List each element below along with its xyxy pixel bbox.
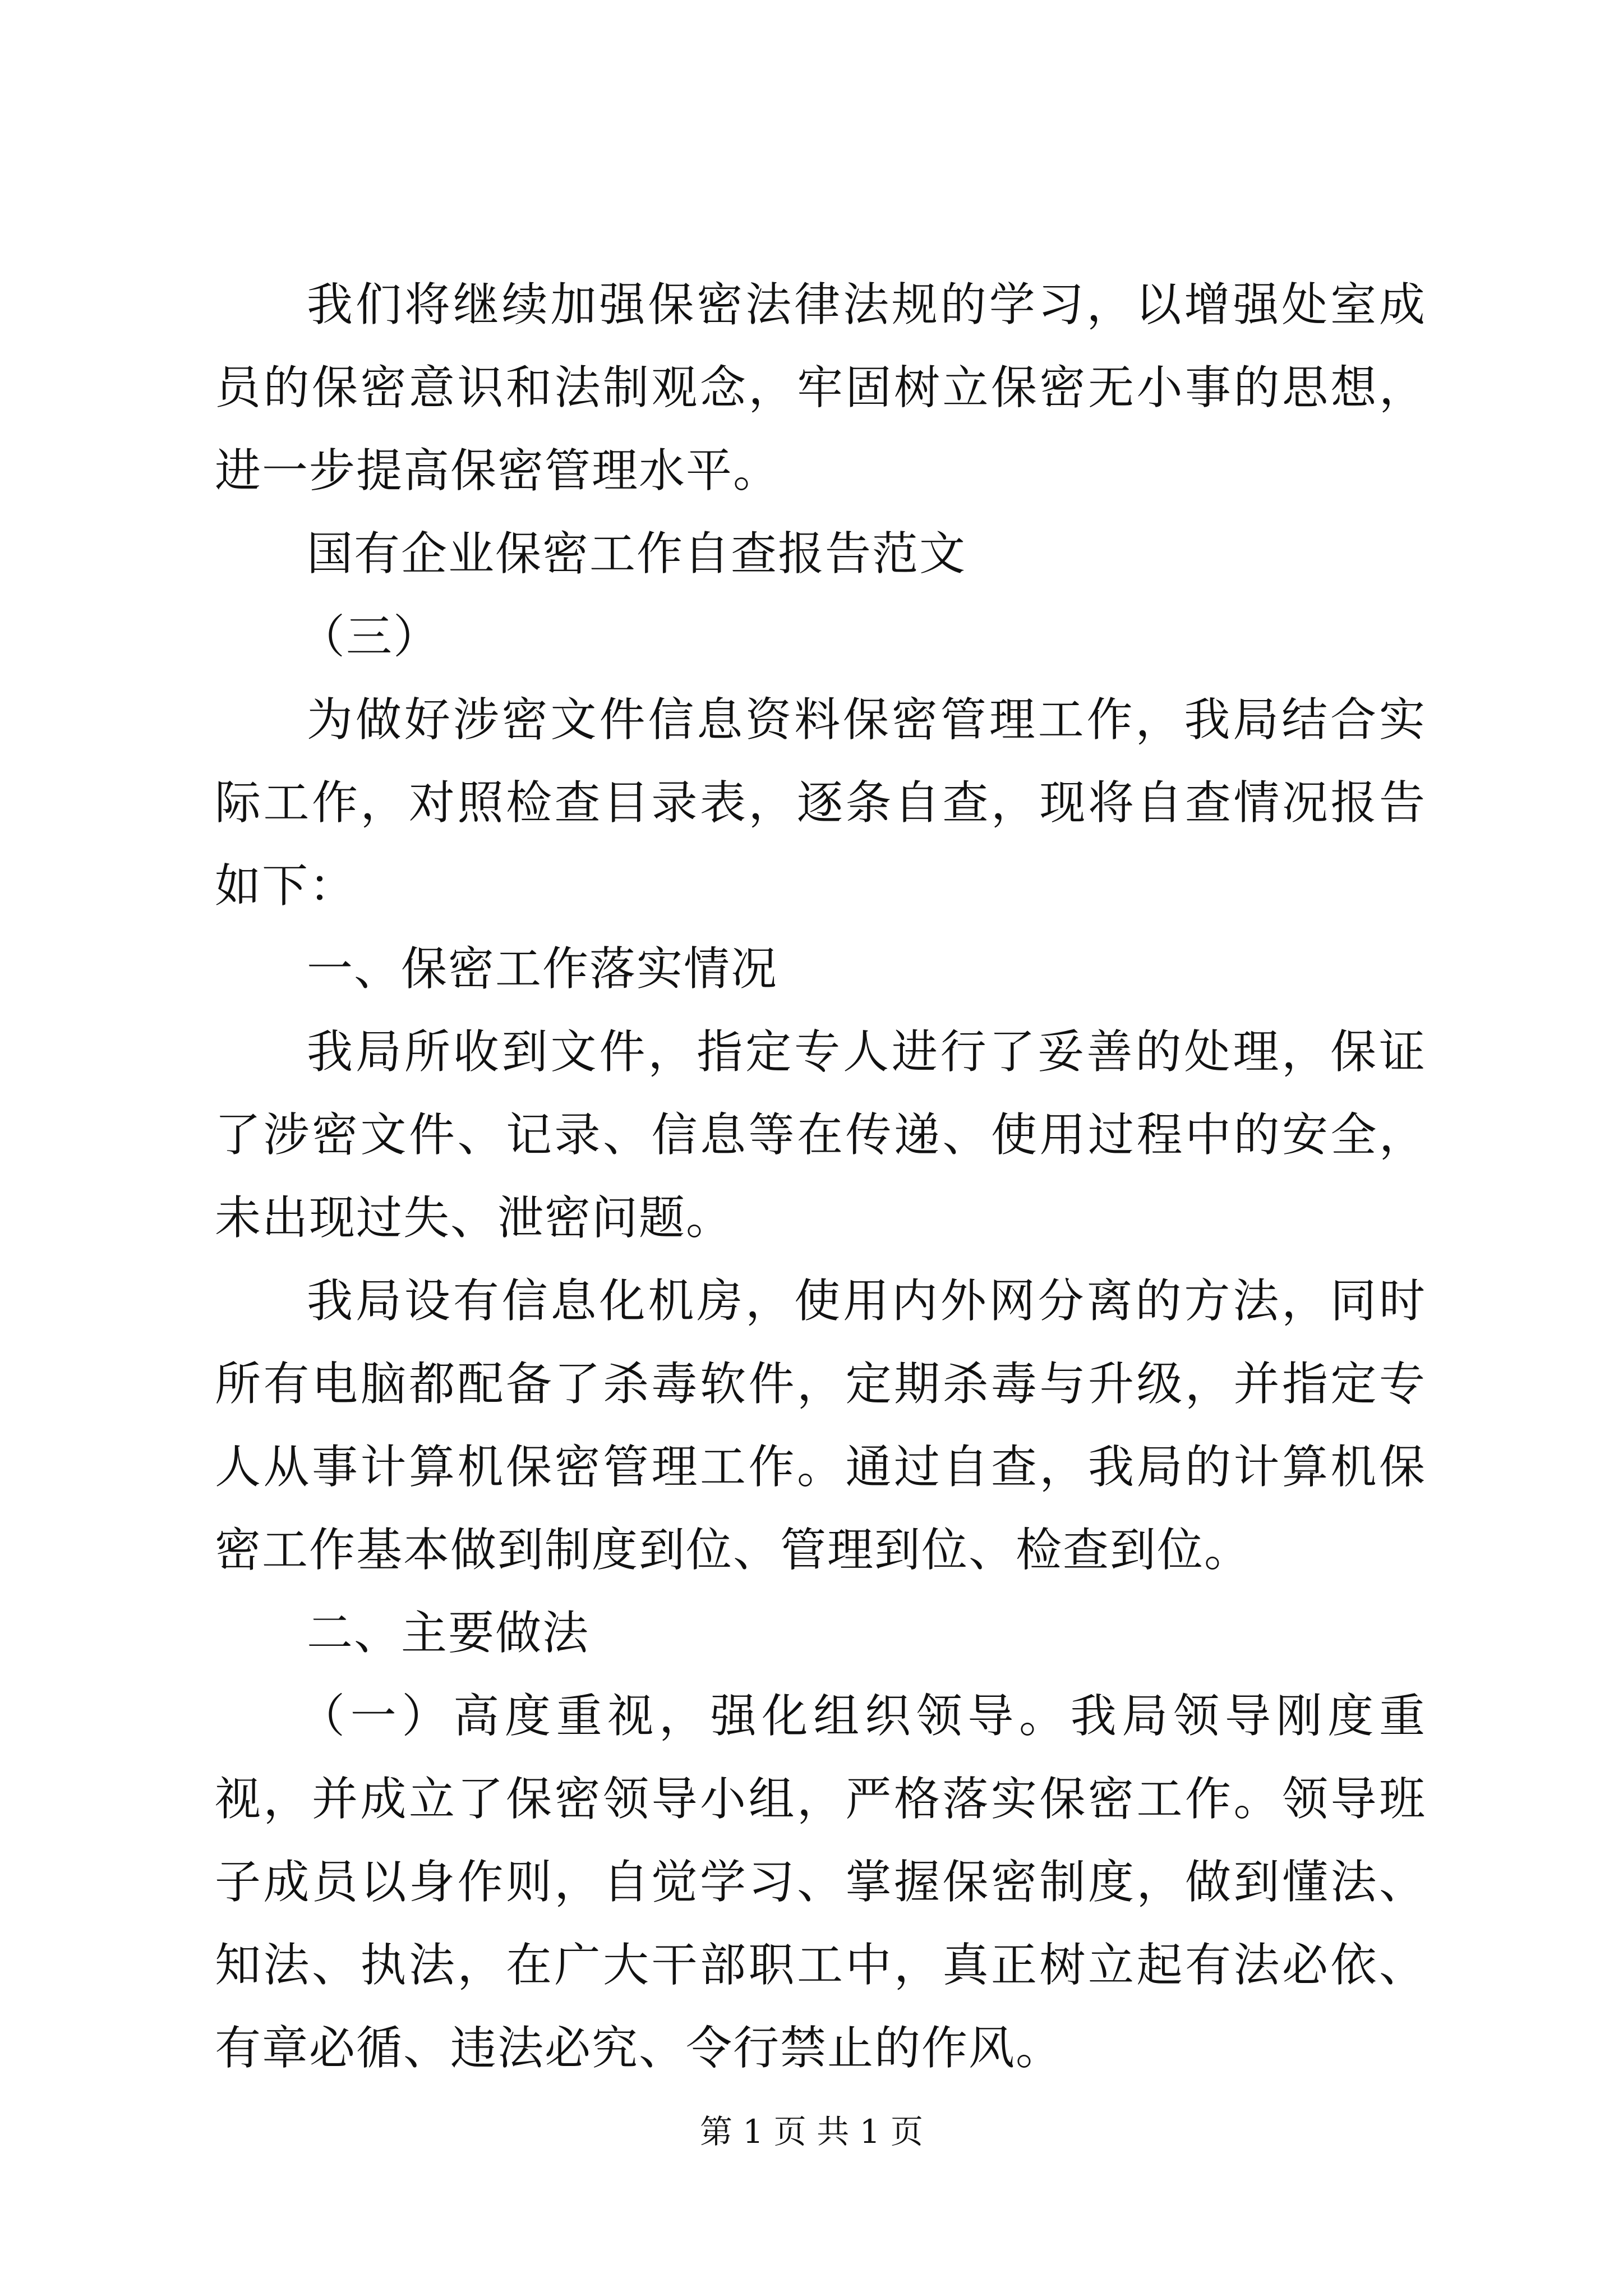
heading-implementation: 一、保密工作落实情况	[307, 942, 778, 996]
page-footer: 第 1 页 共 1 页	[700, 2113, 923, 2151]
paragraph-title: 国有企业保密工作自查报告范文	[307, 527, 967, 581]
heading-main-practices: 二、主要做法	[307, 1607, 590, 1660]
paragraph-computer-room: 我局设有信息化机房，使用内外网分离的方法，同时所有电脑都配备了杀毒软件，定期杀毒与升级，并指定专人从事计算机保密管理工作。通过自查，我局的计算机保密工作基本做到制度到位、管理到位、检查到位。	[215, 1274, 1426, 1577]
document-body	[215, 264, 1426, 2090]
paragraph-leadership: （一）高度重视，强化组织领导。我局领导刚度重视，并成立了保密领导小组，严格落实保密工作。领导班子成员以身作则，自觉学习、掌握保密制度，做到懂法、知法、执法，在广大干部职工中，真正树立起有法必依、有章必循、违法必究、令行禁止的作风。	[215, 1690, 1426, 2075]
paragraph-continuation: 我们将继续加强保密法律法规的学习，以增强处室成员的保密意识和法制观念，牢固树立保密无小事的思想，进一步提高保密管理水平。	[215, 278, 1426, 498]
paragraph-intro: 为做好涉密文件信息资料保密管理工作，我局结合实际工作，对照检查目录表，逐条自查，现将自查情况报告如下：	[215, 693, 1426, 913]
paragraph-section-number: （三）	[299, 610, 441, 664]
paragraph-documents: 我局所收到文件，指定专人进行了妥善的处理，保证了涉密文件、记录、信息等在传递、使用过程中的安全，未出现过失、泄密问题。	[215, 1025, 1426, 1245]
